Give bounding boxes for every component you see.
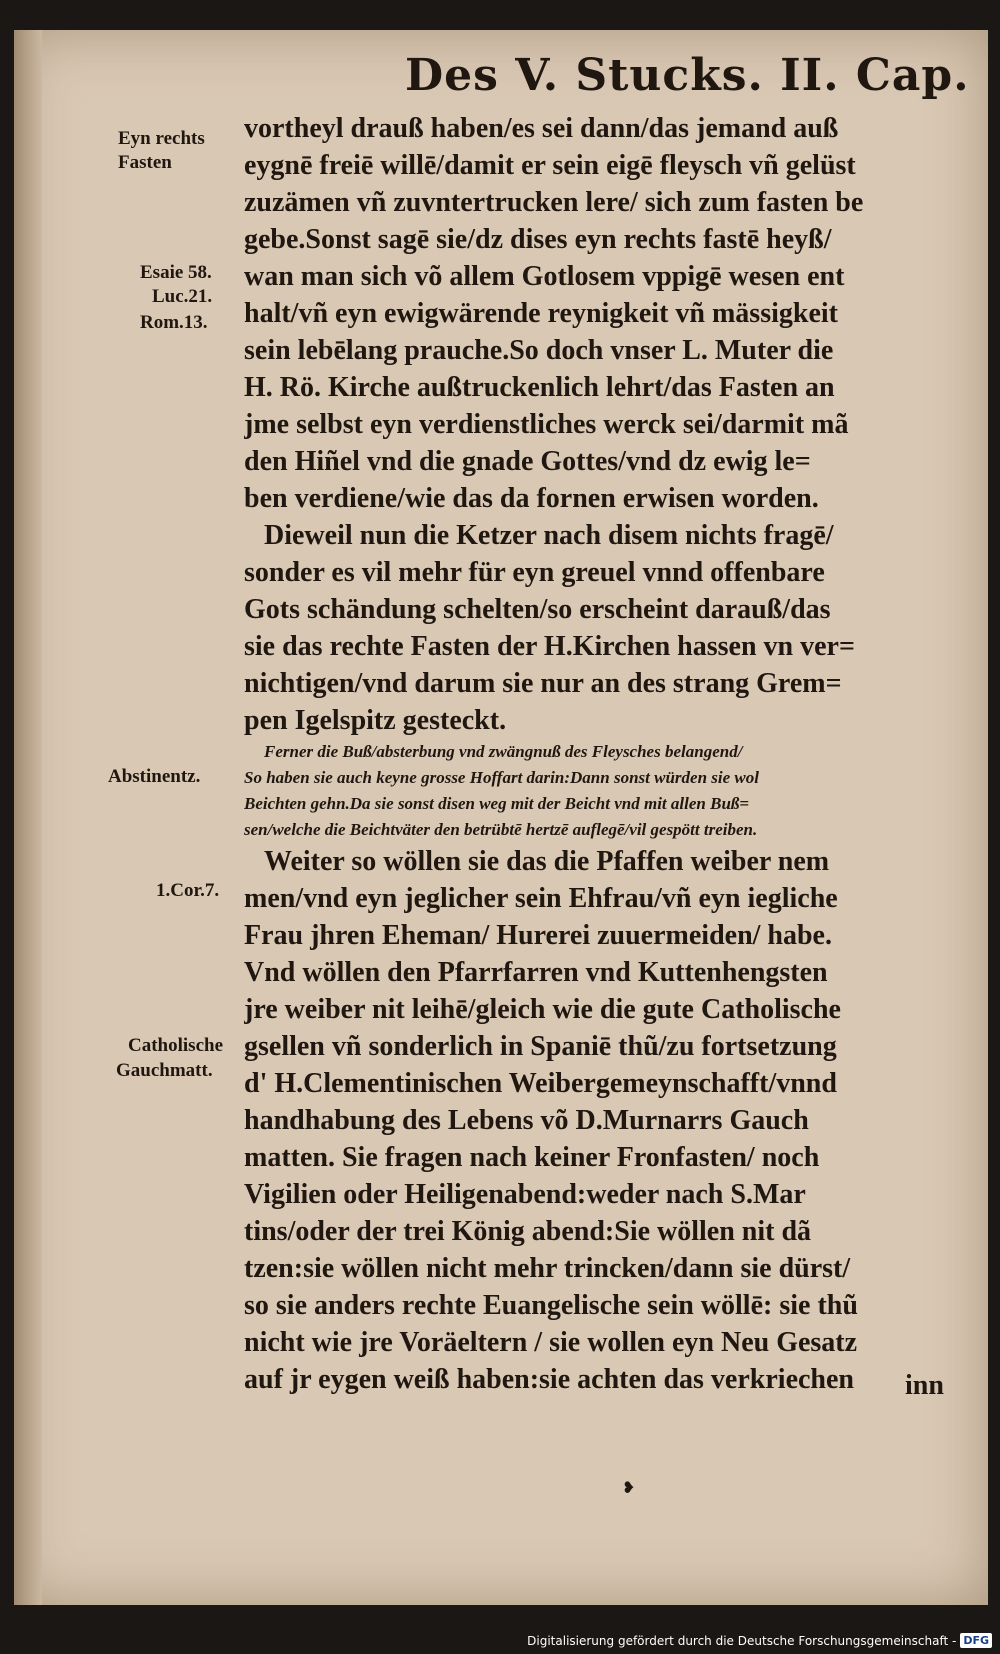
text-line: eygnē freiē willē/damit er sein eigē fleysch vñ gelüst bbox=[244, 150, 856, 181]
text-line: jme selbst eyn verdienstliches werck sei/darmit mã bbox=[244, 409, 849, 440]
text-line: ben verdiene/wie das da fornen erwisen worden. bbox=[244, 483, 819, 514]
text-line: den Hiñel vnd die gnade Gottes/vnd dz ewig le= bbox=[244, 446, 811, 477]
digitization-footer bbox=[527, 1633, 992, 1648]
margin-note: Abstinentz. bbox=[108, 766, 201, 787]
text-line: auf jr eygen weiß haben:sie achten das verkriechen bbox=[244, 1364, 854, 1395]
body-text bbox=[244, 110, 964, 1398]
text-line: men/vnd eyn jeglicher sein Ehfrau/vñ eyn iegliche bbox=[244, 883, 838, 914]
signature-mark: ❥ bbox=[622, 1478, 636, 1497]
text-line: matten. Sie fragen nach keiner Fronfasten/ noch bbox=[244, 1142, 820, 1173]
paragraph-4 bbox=[244, 843, 964, 1398]
text-line: tzen:sie wöllen nicht mehr trincken/dann sie dürst/ bbox=[244, 1253, 851, 1284]
margin-note: Rom.13. bbox=[140, 312, 208, 333]
text-line: zuzämen vñ zuvntertrucken lere/ sich zum fasten be bbox=[244, 187, 864, 218]
text-line: so sie anders rechte Euangelische sein wöllē: sie thũ bbox=[244, 1290, 858, 1321]
text-line: Weiter so wöllen sie das die Pfaffen weiber nem bbox=[264, 846, 830, 877]
paragraph-2 bbox=[244, 517, 964, 739]
text-line: gsellen vñ sonderlich in Spaniē thũ/zu fortsetzung bbox=[244, 1031, 837, 1062]
text-line: wan man sich võ allem Gotlosem vppigē wesen ent bbox=[244, 261, 845, 292]
text-line: So haben sie auch keyne grosse Hoffart darin:Dann sonst würden sie wol bbox=[244, 768, 759, 787]
margin-note: Eyn rechts bbox=[118, 128, 205, 149]
text-line: tins/oder der trei König abend:Sie wöllen nit dã bbox=[244, 1216, 812, 1247]
text-line: d' H.Clementinischen Weibergemeynschafft/vnnd bbox=[244, 1068, 837, 1099]
dfg-logo-icon: DFG bbox=[960, 1633, 992, 1648]
paragraph-1 bbox=[244, 110, 964, 517]
text-line: sein lebēlang prauche.So doch vnser L. Muter die bbox=[244, 335, 834, 366]
margin-note: Catholische bbox=[128, 1035, 223, 1056]
margin-note: Luc.21. bbox=[152, 286, 213, 307]
text-line: sonder es vil mehr für eyn greuel vnnd offenbare bbox=[244, 557, 825, 588]
text-line: Beichten gehn.Da sie sonst disen weg mit der Beicht vnd mit allen Buß= bbox=[244, 794, 750, 813]
text-line: vortheyl drauß haben/es sei dann/das jemand auß bbox=[244, 113, 839, 144]
margin-note: Gauchmatt. bbox=[116, 1060, 213, 1081]
text-line: handhabung des Lebens võ D.Murnarrs Gauch bbox=[244, 1105, 809, 1136]
footer-text: Digitalisierung gefördert durch die Deutsche Forschungsgemeinschaft - bbox=[527, 1633, 957, 1648]
text-line: Dieweil nun die Ketzer nach disem nichts fragē/ bbox=[264, 520, 834, 551]
text-line: Vigilien oder Heiligenabend:weder nach S.Mar bbox=[244, 1179, 806, 1210]
text-line: Frau jhren Eheman/ Hurerei zuuermeiden/ habe. bbox=[244, 920, 832, 951]
margin-note: Esaie 58. bbox=[140, 262, 212, 283]
text-line: nicht wie jre Voräeltern / sie wollen eyn Neu Gesatz bbox=[244, 1327, 858, 1358]
text-line: gebe.Sonst sagē sie/dz dises eyn rechts fastē heyß/ bbox=[244, 224, 832, 255]
text-line: halt/vñ eyn ewigwärende reynigkeit vñ mässigkeit bbox=[244, 298, 838, 329]
margin-note: 1.Cor.7. bbox=[156, 880, 220, 901]
text-line: jre weiber nit leihē/gleich wie die gute Catholische bbox=[244, 994, 841, 1025]
text-line: sen/welche die Beichtväter den betrübtē hertzē auflegē/vil gespött treiben. bbox=[244, 820, 758, 839]
paragraph-3-small bbox=[244, 739, 964, 843]
margin-note: Fasten bbox=[118, 152, 172, 173]
page-header-title: Des V. Stucks. II. Cap. bbox=[405, 50, 970, 101]
catchword: inn bbox=[905, 1370, 944, 1401]
text-line: Vnd wöllen den Pfarrfarren vnd Kuttenhengsten bbox=[244, 957, 828, 988]
page-binding-edge bbox=[14, 30, 42, 1605]
text-line: H. Rö. Kirche außtruckenlich lehrt/das Fasten an bbox=[244, 372, 835, 403]
text-line: Ferner die Buß/absterbung vnd zwängnuß des Fleysches belangend/ bbox=[264, 742, 743, 761]
text-line: nichtigen/vnd darum sie nur an des strang Grem= bbox=[244, 668, 842, 699]
text-line: Gots schändung schelten/so erscheint darauß/das bbox=[244, 594, 831, 625]
text-line: pen Igelspitz gesteckt. bbox=[244, 705, 507, 736]
text-line: sie das rechte Fasten der H.Kirchen hassen vn ver= bbox=[244, 631, 855, 662]
